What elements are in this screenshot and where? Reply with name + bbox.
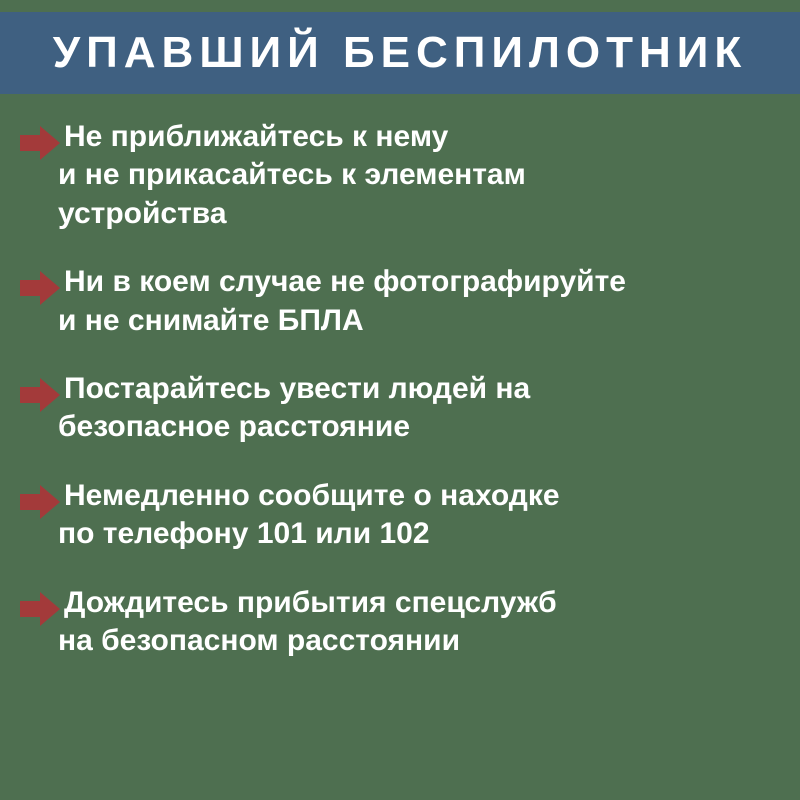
list-item-line: устройства — [58, 196, 227, 230]
page-title: УПАВШИЙ БЕСПИЛОТНИК — [52, 28, 748, 77]
arrow-right-icon — [20, 126, 60, 160]
arrow-right-icon — [20, 592, 60, 626]
arrow-right-icon — [20, 271, 60, 305]
arrow-right-icon — [20, 485, 60, 519]
list-item-line: Постарайтесь увести людей на — [64, 371, 531, 405]
list-item — [20, 370, 782, 447]
list-item-text — [58, 477, 560, 554]
list-item-line: на безопасном расстоянии — [58, 623, 461, 657]
list-item-line: Не приближайтесь к нему — [64, 120, 449, 153]
list-item — [20, 118, 782, 233]
list-item — [20, 263, 782, 340]
list-item-line: Ни в коем случае не фотографируйте — [64, 265, 626, 299]
list-item-text — [58, 263, 626, 340]
list-item-line: и не снимайте БПЛА — [58, 303, 364, 337]
list-item-line: Дождитесь прибытия спецслужб — [64, 585, 557, 619]
tips-list — [0, 118, 800, 660]
arrow-right-icon — [20, 378, 60, 412]
list-item — [20, 584, 782, 661]
list-item — [20, 477, 782, 554]
list-item-line: и не прикасайтесь к элементам — [58, 158, 526, 192]
list-item-line: Немедленно сообщите о находке — [64, 478, 560, 512]
list-item-text — [58, 584, 557, 661]
list-item-line: безопасное расстояние — [58, 410, 411, 444]
header-band — [0, 12, 800, 94]
list-item-text — [58, 118, 526, 233]
list-item-text — [58, 370, 531, 447]
list-item-line: по телефону 101 или 102 — [58, 517, 430, 551]
